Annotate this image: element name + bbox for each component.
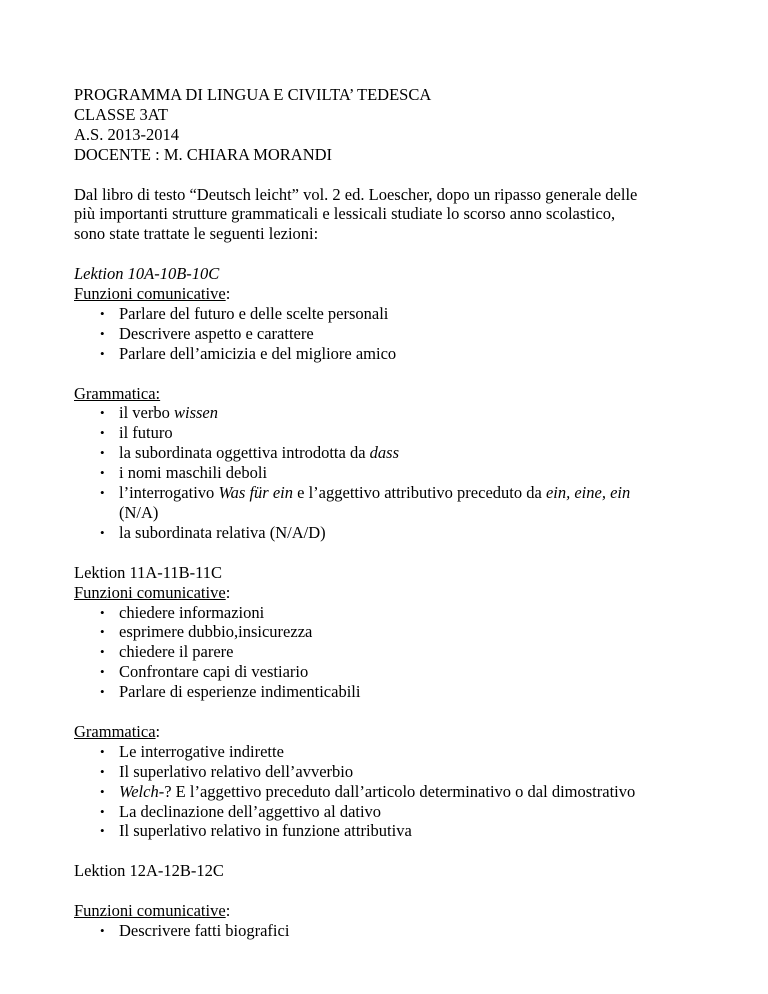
bullet-icon: • bbox=[100, 823, 105, 839]
lektion12-funzioni-heading: Funzioni comunicative: bbox=[74, 901, 231, 921]
lektion11-title: Lektion 11A-11B-11C bbox=[74, 562, 223, 582]
intro-line-3: sono state trattate le seguenti lezioni: bbox=[74, 224, 319, 244]
list-item: • il verbo wissen bbox=[100, 403, 219, 423]
lektion10-title: Lektion 10A-10B-10C bbox=[74, 264, 220, 284]
lektion11-grammatica-list bbox=[74, 742, 714, 842]
document-page bbox=[74, 85, 714, 941]
header-class: CLASSE 3AT bbox=[74, 104, 168, 124]
lektion12-funzioni-list bbox=[74, 921, 714, 941]
list-item: • Descrivere fatti biografici bbox=[100, 920, 290, 940]
bullet-icon: • bbox=[100, 465, 105, 481]
header-year: A.S. 2013-2014 bbox=[74, 124, 179, 144]
bullet-icon: • bbox=[100, 664, 105, 680]
lektion11-funzioni-list bbox=[74, 603, 714, 703]
list-item: • chiedere informazioni bbox=[100, 602, 265, 622]
list-item: • i nomi maschili deboli bbox=[100, 463, 268, 483]
bullet-icon: • bbox=[100, 803, 105, 819]
lektion10-grammatica-list bbox=[74, 403, 714, 542]
lektion10-funzioni-list bbox=[74, 304, 714, 364]
bullet-icon: • bbox=[100, 743, 105, 759]
list-item: • l’interrogativo Was für ein e l’aggettivo attributivo preceduto da ein, eine, ein (N/A) bbox=[100, 483, 631, 522]
list-item: • Il superlativo relativo in funzione attributiva bbox=[100, 821, 412, 841]
list-item: • Il superlativo relativo dell’avverbio bbox=[100, 761, 354, 781]
lektion12-title: Lektion 12A-12B-12C bbox=[74, 861, 224, 881]
bullet-icon: • bbox=[100, 305, 105, 321]
lektion10-funzioni-heading: Funzioni comunicative: bbox=[74, 284, 231, 304]
list-item: • chiedere il parere bbox=[100, 642, 234, 662]
list-item: • Welch-? E l’aggettivo preceduto dall’articolo determinativo o dal dimostrativo bbox=[100, 781, 636, 801]
header-teacher: DOCENTE : M. CHIARA MORANDI bbox=[74, 144, 333, 164]
bullet-icon: • bbox=[100, 425, 105, 441]
bullet-icon: • bbox=[100, 524, 105, 540]
bullet-icon: • bbox=[100, 345, 105, 361]
lektion11-grammatica-heading: Grammatica: bbox=[74, 721, 161, 741]
lektion10-grammatica-heading: Grammatica: bbox=[74, 383, 161, 403]
list-item: • Parlare dell’amicizia e del migliore amico bbox=[100, 343, 397, 363]
list-item: • Descrivere aspetto e carattere bbox=[100, 323, 314, 343]
bullet-icon: • bbox=[100, 604, 105, 620]
list-item: • la subordinata relativa (N/A/D) bbox=[100, 522, 326, 542]
bullet-icon: • bbox=[100, 644, 105, 660]
bullet-icon: • bbox=[100, 763, 105, 779]
lektion11-funzioni-heading: Funzioni comunicative: bbox=[74, 582, 231, 602]
list-item: • il futuro bbox=[100, 423, 173, 443]
bullet-icon: • bbox=[100, 624, 105, 640]
list-item: • la subordinata oggettiva introdotta da dass bbox=[100, 443, 399, 463]
list-item: • Parlare del futuro e delle scelte personali bbox=[100, 303, 389, 323]
list-item: • Parlare di esperienze indimenticabili bbox=[100, 682, 361, 702]
bullet-icon: • bbox=[100, 783, 105, 799]
bullet-icon: • bbox=[100, 445, 105, 461]
list-item: • Confrontare capi di vestiario bbox=[100, 662, 309, 682]
header-title: PROGRAMMA DI LINGUA E CIVILTA’ TEDESCA bbox=[74, 85, 432, 104]
bullet-icon: • bbox=[100, 405, 105, 421]
intro-line-1: Dal libro di testo “Deutsch leicht” vol. 2 ed. Loescher, dopo un ripasso generale delle bbox=[74, 184, 638, 204]
list-item: • Le interrogative indirette bbox=[100, 741, 284, 761]
list-item: • esprimere dubbio,insicurezza bbox=[100, 622, 313, 642]
bullet-icon: • bbox=[100, 922, 105, 938]
intro-line-2: più importanti strutture grammaticali e lessicali studiate lo scorso anno scolastico, bbox=[74, 204, 616, 224]
list-item: • La declinazione dell’aggettivo al dativo bbox=[100, 801, 382, 821]
bullet-icon: • bbox=[100, 684, 105, 700]
bullet-icon: • bbox=[100, 325, 105, 341]
bullet-icon: • bbox=[100, 485, 105, 501]
